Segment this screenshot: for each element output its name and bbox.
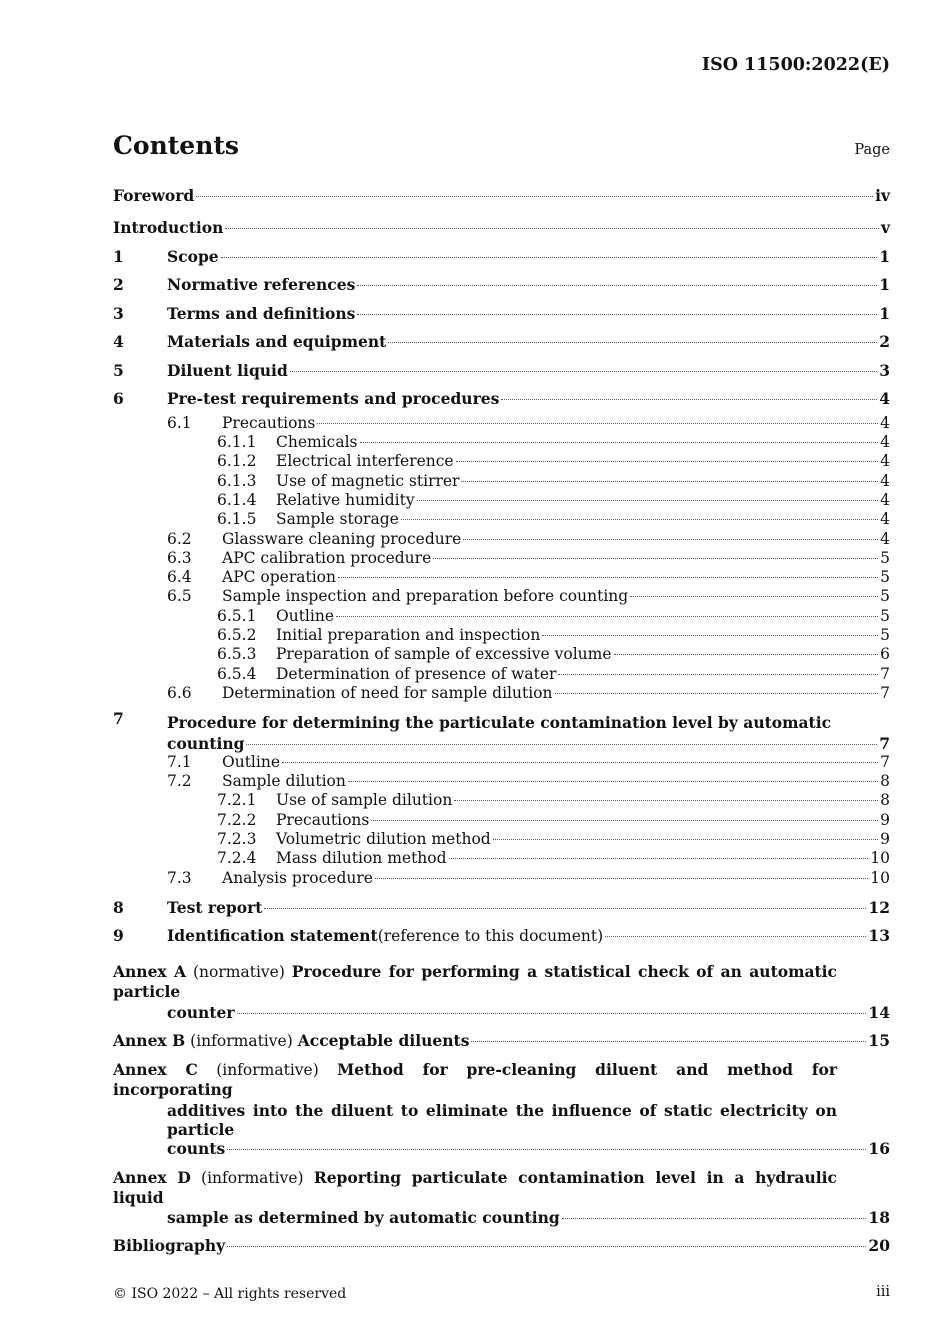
toc-entry-page: 9 bbox=[880, 830, 890, 849]
dot-leader bbox=[558, 674, 878, 675]
dot-leader bbox=[461, 481, 878, 482]
annex-entry[interactable] bbox=[113, 1168, 890, 1228]
toc-entry-page: 1 bbox=[879, 246, 890, 266]
toc-entry-title: Precautions bbox=[222, 413, 316, 432]
toc-entry-number: 6.1.1 bbox=[217, 433, 257, 452]
toc-entry-page: 5 bbox=[880, 587, 890, 606]
annex-label: Annex A bbox=[113, 961, 187, 981]
toc-entry-number: 6.5.2 bbox=[217, 626, 257, 645]
dot-leader bbox=[417, 500, 879, 501]
toc-entry-title: Relative humidity bbox=[276, 490, 415, 509]
annex-kind: (informative) bbox=[201, 1168, 304, 1187]
annex-kind: (normative) bbox=[193, 962, 285, 981]
toc-entry-number: 6.1.3 bbox=[217, 471, 257, 490]
toc-entry-line bbox=[222, 587, 890, 606]
dot-leader bbox=[433, 558, 878, 559]
toc-entry-title: Procedure for determining the particulate contamination level by automatic bbox=[167, 713, 832, 733]
footer-copyright: © ISO 2022 – All rights reserved bbox=[113, 1286, 347, 1302]
toc-entry-number: 7.2 bbox=[167, 772, 192, 791]
dot-leader bbox=[630, 596, 878, 597]
dot-leader bbox=[555, 693, 879, 694]
toc-entry-title-cont: counting bbox=[167, 733, 245, 753]
dot-leader bbox=[357, 314, 877, 315]
toc-entry-number: 6.5 bbox=[167, 587, 192, 606]
dot-leader bbox=[336, 616, 878, 617]
toc-entry-title: Outline bbox=[276, 606, 334, 625]
toc-entry[interactable] bbox=[113, 414, 890, 433]
toc-entry-title: Diluent liquid bbox=[167, 360, 288, 380]
toc-entry-title: Precautions bbox=[276, 810, 370, 829]
annex-kind: (informative) bbox=[216, 1061, 319, 1080]
toc-entry-number: 6.2 bbox=[167, 529, 192, 548]
dot-leader bbox=[357, 285, 877, 286]
dot-leader bbox=[317, 423, 878, 424]
toc-entry-line bbox=[276, 811, 890, 830]
toc-entry-line bbox=[167, 894, 890, 923]
annex-line bbox=[113, 1003, 890, 1022]
annex-label: Annex C bbox=[113, 1060, 198, 1080]
toc-entry-number: 6.1 bbox=[167, 413, 192, 432]
toc-entry[interactable] bbox=[113, 214, 890, 243]
toc-entry-line bbox=[167, 922, 890, 951]
toc-entry[interactable] bbox=[113, 357, 890, 386]
toc-entry-line bbox=[167, 300, 890, 329]
toc-entry-title: Chemicals bbox=[276, 433, 358, 452]
dot-leader bbox=[371, 820, 878, 821]
toc-entry-page: v bbox=[880, 218, 890, 238]
annex-title: Procedure for performing a statistical check of an automatic particle bbox=[113, 961, 837, 1002]
toc-entry-number: 7.2.3 bbox=[217, 830, 257, 849]
toc-entry-line bbox=[276, 472, 890, 491]
annex-page: 14 bbox=[868, 1002, 890, 1022]
toc-entry-title: Sample dilution bbox=[222, 772, 346, 791]
annex-title-cont: counter bbox=[167, 1002, 235, 1022]
dot-leader bbox=[227, 1149, 866, 1150]
toc-entry-number: 7.2.1 bbox=[217, 791, 257, 810]
dot-leader bbox=[401, 519, 878, 520]
toc-entry-title: Terms and definitions bbox=[167, 303, 356, 323]
toc-entry[interactable] bbox=[113, 665, 890, 684]
toc-entry[interactable] bbox=[113, 709, 890, 753]
dot-leader bbox=[196, 196, 873, 197]
toc-entry-page: 1 bbox=[879, 275, 890, 295]
bibliography-line bbox=[113, 1236, 890, 1255]
toc-entry[interactable] bbox=[113, 491, 890, 510]
annex-title: Method for pre-cleaning diluent and method for incorporating bbox=[113, 1060, 837, 1100]
toc-entry-line bbox=[222, 530, 890, 549]
toc-entry-number: 1 bbox=[113, 246, 124, 266]
toc-entry[interactable] bbox=[113, 568, 890, 587]
toc-entry-line bbox=[222, 869, 890, 888]
toc-entry-line bbox=[222, 568, 890, 587]
toc-entry[interactable] bbox=[113, 549, 890, 568]
annex-line bbox=[113, 1139, 890, 1158]
toc-entry-number: 6.5.4 bbox=[217, 664, 257, 683]
toc-entry-line bbox=[276, 791, 890, 810]
toc-entry-number: 6.5.3 bbox=[217, 645, 257, 664]
toc-entry-number: 2 bbox=[113, 275, 124, 295]
toc-entry-number: 6.4 bbox=[167, 568, 192, 587]
toc-entry-number: 6.3 bbox=[167, 548, 192, 567]
toc-entry[interactable] bbox=[113, 753, 890, 772]
toc-entry[interactable] bbox=[113, 830, 890, 849]
toc-entry-page: 2 bbox=[879, 332, 890, 352]
dot-leader bbox=[493, 839, 878, 840]
toc-entry-page: 1 bbox=[879, 303, 890, 323]
toc-entry-number: 7.2.4 bbox=[217, 849, 257, 868]
dot-leader bbox=[360, 442, 879, 443]
dot-leader bbox=[237, 1013, 867, 1014]
dot-leader bbox=[375, 878, 868, 879]
toc-entry-page: 6 bbox=[880, 645, 890, 664]
document-id: ISO 11500:2022(E) bbox=[701, 55, 890, 75]
annex-entry[interactable] bbox=[113, 1031, 890, 1051]
toc-entry-number: 6.1.2 bbox=[217, 452, 257, 471]
toc-entry-title: Outline bbox=[222, 752, 280, 771]
annex-title-cont: counts bbox=[167, 1139, 226, 1159]
toc-entry-line bbox=[276, 491, 890, 510]
toc-entry[interactable] bbox=[113, 811, 890, 830]
dot-leader bbox=[282, 762, 878, 763]
annex-entry[interactable] bbox=[113, 962, 890, 1022]
toc-entry-page: 7 bbox=[880, 664, 890, 683]
toc-entry-line bbox=[276, 607, 890, 626]
toc-entry-page: 8 bbox=[880, 791, 890, 810]
toc-entry-page: iv bbox=[875, 186, 890, 205]
annex-first-line bbox=[113, 1060, 890, 1101]
annex-line bbox=[113, 1208, 890, 1227]
toc-entry-page: 13 bbox=[868, 926, 890, 946]
toc-entry-title: Preparation of sample of excessive volume bbox=[276, 645, 612, 664]
toc-entry-title: Determination of need for sample dilution bbox=[222, 683, 553, 702]
toc-entry-number: 9 bbox=[113, 926, 124, 946]
toc-entry-line bbox=[276, 510, 890, 529]
bibliography-entry[interactable] bbox=[113, 1236, 890, 1255]
dot-leader bbox=[614, 654, 879, 655]
dot-leader bbox=[348, 781, 878, 782]
toc-entry-page: 10 bbox=[870, 868, 890, 887]
dot-leader bbox=[227, 1246, 866, 1247]
toc-entry-title: Test report bbox=[167, 897, 263, 917]
toc-entry-line bbox=[167, 271, 890, 300]
annex-title-cont: sample as determined by automatic counting bbox=[167, 1208, 560, 1228]
toc-entry-title: Use of magnetic stirrer bbox=[276, 471, 460, 490]
toc-entry-number: 7 bbox=[113, 709, 124, 729]
toc-entry-page: 7 bbox=[880, 683, 890, 702]
toc-entry[interactable] bbox=[113, 510, 890, 529]
toc-entry-line bbox=[276, 645, 890, 664]
toc-entry-title: Foreword bbox=[113, 186, 195, 205]
dot-leader bbox=[501, 399, 877, 400]
toc-entry-number: 6.6 bbox=[167, 683, 192, 702]
toc-entry-title: Volumetric dilution method bbox=[276, 830, 491, 849]
toc-entry-title: Use of sample dilution bbox=[276, 791, 453, 810]
toc-entry-title: Glassware cleaning procedure bbox=[222, 529, 462, 548]
toc-entry-title: APC operation bbox=[222, 568, 336, 587]
annex-kind: (informative) bbox=[190, 1031, 293, 1050]
toc-entry-line bbox=[113, 186, 890, 205]
toc-entry-number: 3 bbox=[113, 303, 124, 323]
dot-leader bbox=[264, 908, 866, 909]
dot-leader bbox=[246, 744, 877, 745]
annex-first-line bbox=[113, 1168, 890, 1209]
toc-entry-page: 12 bbox=[868, 897, 890, 917]
toc-entry-title: Normative references bbox=[167, 275, 356, 295]
toc-entry-page: 5 bbox=[880, 626, 890, 645]
page-title: Contents bbox=[113, 131, 240, 160]
toc-entry[interactable] bbox=[113, 243, 890, 272]
dot-leader bbox=[471, 1041, 866, 1042]
toc-entry-line bbox=[167, 734, 890, 753]
toc-entry-line bbox=[222, 549, 890, 568]
toc-entry-page: 4 bbox=[879, 389, 890, 409]
toc-entry-title: APC calibration procedure bbox=[222, 548, 432, 567]
dot-leader bbox=[562, 1218, 867, 1219]
toc-entry-line bbox=[167, 357, 890, 386]
toc-entry-line bbox=[276, 830, 890, 849]
toc-entry[interactable] bbox=[113, 869, 890, 888]
toc-entry-page: 4 bbox=[880, 529, 890, 548]
toc-entry-page: 5 bbox=[880, 548, 890, 567]
dot-leader bbox=[388, 342, 877, 343]
toc-entry-number: 6.5.1 bbox=[217, 606, 257, 625]
toc-entry-line bbox=[276, 452, 890, 471]
toc-entry-page: 4 bbox=[880, 471, 890, 490]
footer-page-number: iii bbox=[876, 1284, 890, 1300]
toc-entry-line bbox=[276, 665, 890, 684]
annex-title: Acceptable diluents bbox=[297, 1030, 470, 1050]
toc-entry[interactable] bbox=[113, 472, 890, 491]
toc-entry-title: Mass dilution method bbox=[276, 849, 447, 868]
toc-entry-number: 6.1.5 bbox=[217, 510, 257, 529]
toc-entry-title: Pre-test requirements and procedures bbox=[167, 389, 500, 409]
toc-entry-line bbox=[167, 385, 890, 414]
annex-label: Annex D bbox=[113, 1167, 191, 1187]
dot-leader bbox=[338, 577, 878, 578]
dot-leader bbox=[454, 800, 878, 801]
bibliography-title: Bibliography bbox=[113, 1236, 226, 1256]
toc-entry-page: 4 bbox=[880, 452, 890, 471]
toc-entry-page: 5 bbox=[880, 568, 890, 587]
toc-entry-page: 10 bbox=[870, 849, 890, 868]
toc-entry[interactable] bbox=[113, 433, 890, 452]
annex-first-line bbox=[113, 962, 890, 1003]
toc-entry-title: Identification statement bbox=[167, 926, 378, 946]
toc-entry-title: Sample inspection and preparation before counting bbox=[222, 587, 629, 606]
dot-leader bbox=[221, 257, 878, 258]
toc-entry-title: Materials and equipment bbox=[167, 332, 387, 352]
toc-entry-number: 8 bbox=[113, 897, 124, 917]
toc-entry-page: 9 bbox=[880, 810, 890, 829]
toc-entry-line bbox=[222, 684, 890, 703]
toc-entry[interactable] bbox=[113, 186, 890, 205]
dot-leader bbox=[449, 858, 869, 859]
toc-entry-number: 7.1 bbox=[167, 752, 192, 771]
toc-entry-line bbox=[113, 214, 890, 243]
toc-entry-title: Scope bbox=[167, 246, 219, 266]
toc-entry[interactable] bbox=[113, 894, 890, 923]
toc-entry-page: 4 bbox=[880, 413, 890, 432]
toc-entry-page: 8 bbox=[880, 772, 890, 791]
annex-label: Annex B bbox=[113, 1030, 186, 1050]
toc-entry-number: 7.2.2 bbox=[217, 810, 257, 829]
dot-leader bbox=[542, 635, 878, 636]
toc-entry[interactable] bbox=[113, 530, 890, 549]
toc-entry[interactable] bbox=[113, 587, 890, 606]
annex-line bbox=[113, 1031, 890, 1051]
bibliography-page: 20 bbox=[868, 1236, 890, 1256]
toc-entry-number: 4 bbox=[113, 332, 124, 352]
annex-title: Reporting particulate contamination level in a hydraulic liquid bbox=[113, 1167, 837, 1207]
toc-entry-line bbox=[222, 772, 890, 791]
toc-entry-line bbox=[222, 753, 890, 772]
toc-entry[interactable] bbox=[113, 626, 890, 645]
toc-entry[interactable] bbox=[113, 607, 890, 626]
toc-entry-line bbox=[276, 849, 890, 868]
dot-leader bbox=[225, 228, 879, 229]
dot-leader bbox=[290, 371, 877, 372]
toc-entry[interactable] bbox=[113, 922, 890, 951]
toc-entry[interactable] bbox=[113, 271, 890, 300]
dot-leader bbox=[463, 539, 878, 540]
annex-page: 16 bbox=[868, 1139, 890, 1159]
toc-entry[interactable] bbox=[113, 385, 890, 414]
dot-leader bbox=[456, 461, 879, 462]
toc-entry-line bbox=[167, 328, 890, 357]
dot-leader bbox=[605, 936, 866, 937]
annex-page: 15 bbox=[868, 1030, 890, 1050]
toc-entry[interactable] bbox=[113, 791, 890, 810]
toc-entry-page: 7 bbox=[879, 733, 890, 753]
toc-entry-number: 6 bbox=[113, 389, 124, 409]
toc-entry-title: Introduction bbox=[113, 218, 224, 238]
toc-entry-title: Electrical interference bbox=[276, 452, 454, 471]
toc-entry-page: 4 bbox=[880, 490, 890, 509]
toc-entry-page: 5 bbox=[880, 606, 890, 625]
toc-entry-number: 7.3 bbox=[167, 868, 192, 887]
toc-entry[interactable] bbox=[113, 452, 890, 471]
annex-page: 18 bbox=[868, 1208, 890, 1228]
toc-entry-number: 5 bbox=[113, 360, 124, 380]
toc-entry-number: 6.1.4 bbox=[217, 490, 257, 509]
toc-entry[interactable] bbox=[113, 328, 890, 357]
toc-entry-title: Initial preparation and inspection bbox=[276, 626, 541, 645]
toc-entry-title: Analysis procedure bbox=[222, 868, 373, 887]
toc-entry-line bbox=[276, 626, 890, 645]
toc-entry-page: 4 bbox=[880, 510, 890, 529]
table-of-contents bbox=[113, 186, 890, 1256]
toc-entry-line bbox=[276, 433, 890, 452]
page-column-label: Page bbox=[854, 142, 890, 158]
toc-entry-page: 7 bbox=[880, 752, 890, 771]
toc-entry-page: 4 bbox=[880, 433, 890, 452]
annex-entry[interactable] bbox=[113, 1060, 890, 1158]
toc-entry-page: 3 bbox=[879, 360, 890, 380]
toc-entry-line bbox=[222, 414, 890, 433]
toc-entry[interactable] bbox=[113, 645, 890, 664]
toc-entry[interactable] bbox=[113, 300, 890, 329]
toc-entry[interactable] bbox=[113, 772, 890, 791]
toc-entry-title: Sample storage bbox=[276, 510, 399, 529]
toc-entry[interactable] bbox=[113, 684, 890, 703]
toc-entry-title: Determination of presence of water bbox=[276, 664, 557, 683]
toc-entry[interactable] bbox=[113, 849, 890, 868]
annex-title-cont: additives into the diluent to eliminate the influence of static electricity on particle bbox=[167, 1100, 837, 1139]
toc-entry-line bbox=[167, 243, 890, 272]
toc-entry-title-extra: (reference to this document) bbox=[377, 927, 604, 946]
